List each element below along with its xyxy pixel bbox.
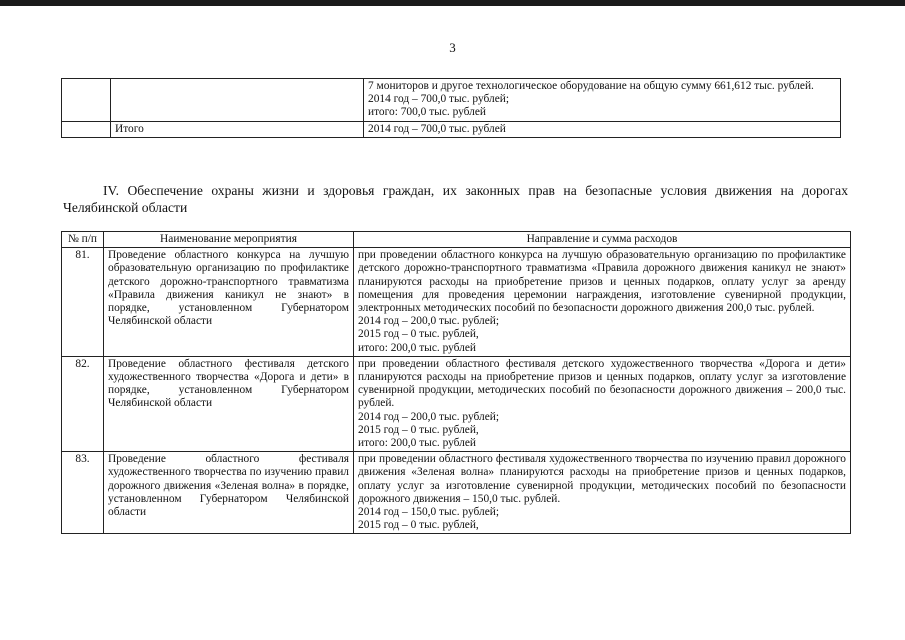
header-direction: Направление и сумма расходов (354, 232, 851, 248)
section-heading: IV. Обеспечение охраны жизни и здоровья граждан, их законных прав на безопасные условия движения на дорогах Челябинской области (63, 183, 848, 215)
direction-text: при проведении областного фестиваля детского художественного творчества «Дорога и дети» планируются расходы на приобретение призов и ценных подарков, оплату услуг за изготовление сувенирной продукции, методических пособий по безопасности дорожного движения – 200,0 тыс. рублей. (358, 357, 846, 410)
total-line: итого: 200,0 тыс. рублей (358, 341, 477, 354)
direction-cell (354, 452, 851, 534)
amount-line: 2015 год – 0 тыс. рублей, (358, 519, 479, 532)
row-number: 83. (62, 452, 104, 534)
event-name: Проведение областного фестиваля художественного творчества по изучению правил дорожного движения «Зеленая волна» в порядке, установленном Губернатором Челябинской области (104, 452, 354, 534)
table-row (62, 452, 851, 534)
amount-line: 2014 год – 200,0 тыс. рублей; (358, 410, 500, 423)
header-num: № п/п (62, 232, 104, 248)
total-row (62, 121, 841, 137)
amount-line: 2014 год – 200,0 тыс. рублей; (358, 315, 500, 328)
header-name: Наименование мероприятия (104, 232, 354, 248)
row-number: 82. (62, 356, 104, 451)
row-number: 81. (62, 248, 104, 357)
total-value: 2014 год – 700,0 тыс. рублей (364, 121, 841, 137)
event-name-cell (111, 79, 364, 122)
page-number: 3 (449, 40, 456, 55)
table-row (62, 248, 851, 357)
total-line: итого: 700,0 тыс. рублей (368, 106, 487, 119)
amount-line: 2015 год – 0 тыс. рублей, (358, 423, 479, 436)
measures-table (61, 231, 851, 534)
amount-line: 2015 год – 0 тыс. рублей, (358, 328, 479, 341)
direction-text: при проведении областного конкурса на лучшую образовательную организацию по профилактике детского дорожно-транспортного травматизма «Правила дорожного движения каникул не знают» планируются расходы на приобретение призов и ценных подарков, оплату услуг за аренду помещения для проведения церемонии награждения, изготовление сувенирной продукции, электронных методических пособий по безопасности дорожного движения 200,0 тыс. рублей. (358, 249, 846, 315)
total-line: итого: 200,0 тыс. рублей (358, 437, 477, 450)
direction-cell (354, 356, 851, 451)
table-row (62, 79, 841, 122)
direction-text: 7 мониторов и другое технологическое оборудование на общую сумму 661,612 тыс. рублей. (368, 80, 814, 92)
scan-top-edge (0, 0, 905, 6)
total-label: Итого (111, 121, 364, 137)
table-row (62, 356, 851, 451)
row-number-cell (62, 79, 111, 122)
direction-cell (354, 248, 851, 357)
amount-line: 2014 год – 700,0 тыс. рублей; (368, 93, 510, 106)
event-name: Проведение областного конкурса на лучшую образовательную организацию по профилактике детского дорожно-транспортного травматизма «Правила движения каникул не знают» в порядке, установленном Губернатором Челябинской области (104, 248, 354, 357)
amount-line: 2014 год – 150,0 тыс. рублей; (358, 506, 500, 519)
event-name: Проведение областного фестиваля детского художественного творчества «Дорога и дети» в порядке, установленном Губернатором Челябинской области (104, 356, 354, 451)
continued-table (61, 78, 841, 138)
direction-cell (364, 79, 841, 122)
direction-text: при проведении областного фестиваля художественного творчества по изучению правил дорожного движения «Зеленая волна» планируются расходы на приобретение призов и ценных подарков, оплату услуг за изготовление сувенирной продукции, методических пособий по безопасности дорожного движения – 150,0 тыс. рублей. (358, 453, 846, 505)
table-header-row (62, 232, 851, 248)
